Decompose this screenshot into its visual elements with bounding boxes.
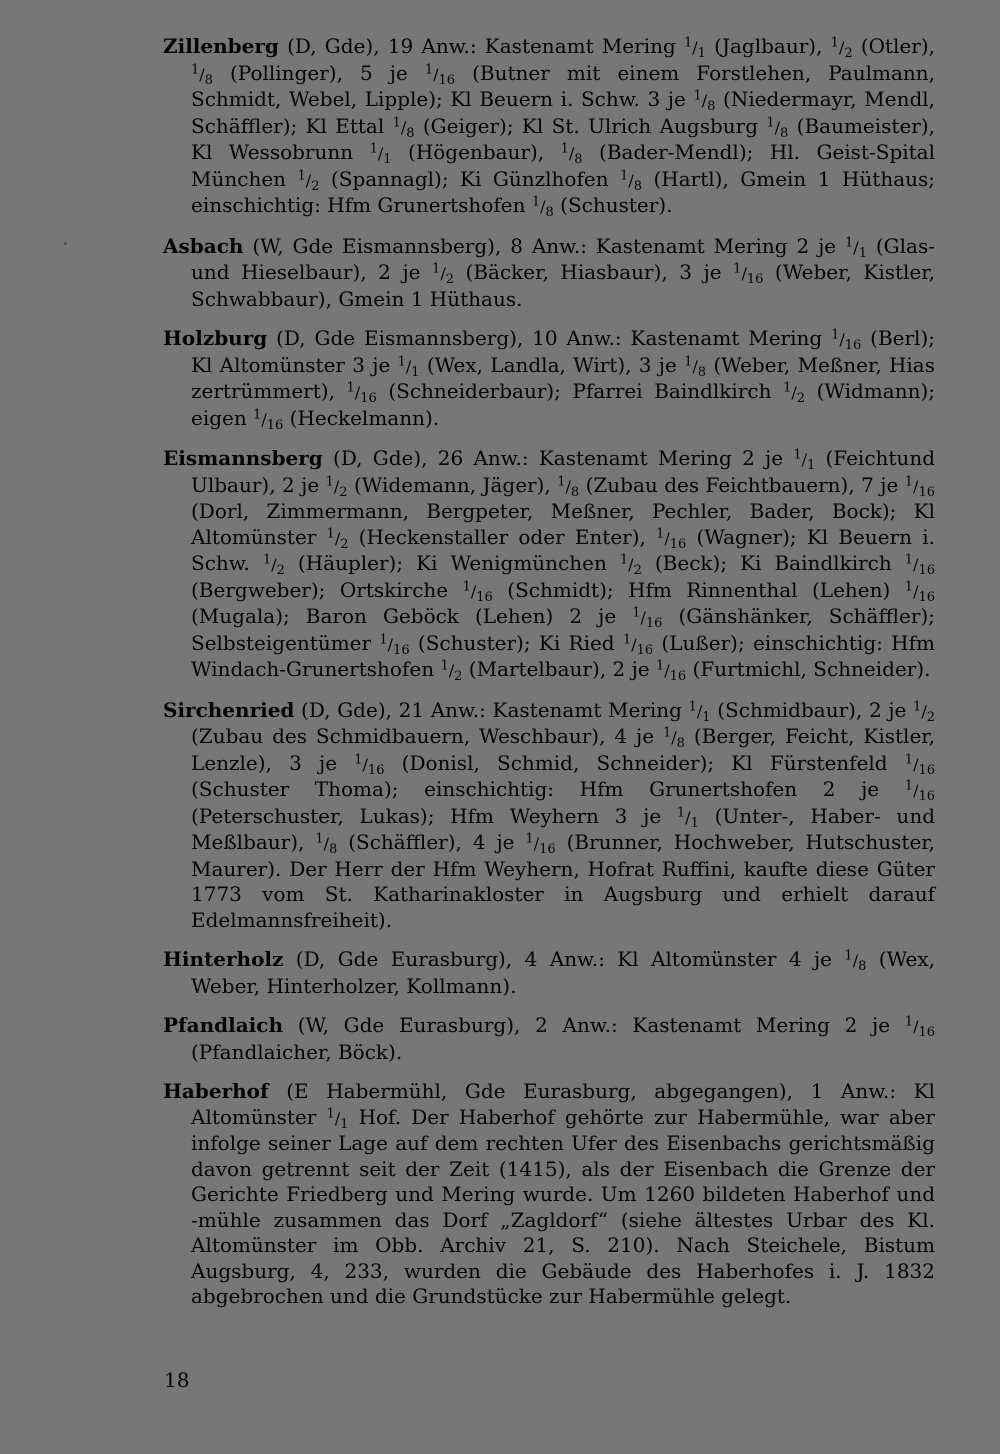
fraction bbox=[655, 658, 687, 685]
fraction bbox=[662, 725, 685, 752]
place-name: Holzburg bbox=[163, 326, 268, 350]
fraction-numerator: 1 bbox=[830, 35, 839, 51]
fraction-numerator: 1 bbox=[684, 35, 693, 51]
fraction-numerator: 1 bbox=[354, 752, 363, 768]
entry-text: (Glas- und Hieselbaur), 2 je bbox=[191, 233, 935, 284]
fraction-denominator: 8 bbox=[570, 484, 580, 500]
entry-text: (Gänshänker, Schäffler); Selbsteigentümer bbox=[191, 604, 935, 655]
fraction bbox=[326, 526, 349, 552]
fraction-denominator: 8 bbox=[574, 152, 583, 168]
fraction-slash: / bbox=[199, 64, 205, 84]
fraction-slash: / bbox=[631, 634, 637, 654]
place-entry bbox=[163, 1013, 935, 1065]
fraction-denominator: 2 bbox=[633, 563, 642, 579]
fraction-numerator: 1 bbox=[676, 805, 686, 821]
fraction-numerator: 1 bbox=[619, 552, 629, 568]
fraction-numerator: 1 bbox=[844, 948, 853, 964]
fraction bbox=[557, 474, 580, 500]
fraction-numerator: 1 bbox=[397, 354, 406, 370]
fraction-denominator: 1 bbox=[690, 815, 699, 831]
entry-text: (Zubau des Feichtbauern), 7 je bbox=[579, 472, 905, 497]
fraction-denominator: 16 bbox=[918, 1025, 935, 1041]
fraction bbox=[297, 168, 320, 194]
fraction-slash: / bbox=[685, 807, 691, 827]
fraction-numerator: 1 bbox=[656, 526, 665, 542]
entry-text: (D, Gde Eismannsberg), 10 Anw.: Kastenamt Mering bbox=[267, 326, 832, 350]
fraction bbox=[346, 380, 377, 407]
fraction-numerator: 1 bbox=[783, 380, 792, 396]
fraction-slash: / bbox=[261, 409, 267, 429]
fraction bbox=[684, 35, 706, 62]
place-name: Sirchenried bbox=[163, 697, 295, 722]
fraction-numerator: 1 bbox=[733, 261, 742, 277]
fraction-slash: / bbox=[913, 1017, 919, 1036]
fraction bbox=[676, 805, 699, 831]
fraction-numerator: 1 bbox=[392, 115, 401, 131]
fraction-slash: / bbox=[913, 781, 919, 800]
fraction-denominator: 16 bbox=[669, 536, 687, 552]
fraction bbox=[560, 141, 583, 168]
fraction-slash: / bbox=[664, 528, 670, 548]
fraction-slash: / bbox=[913, 555, 919, 574]
entry-text: (Jaglbaur), bbox=[705, 34, 831, 58]
fraction-numerator: 1 bbox=[693, 88, 702, 104]
entry-text: (Wagner); Kl Beuern i. Schw. bbox=[191, 524, 935, 575]
fraction-denominator: 16 bbox=[844, 338, 862, 354]
fraction-slash: / bbox=[913, 754, 919, 774]
fraction-slash: / bbox=[741, 264, 747, 283]
fraction-numerator: 1 bbox=[462, 579, 471, 595]
place-entry bbox=[163, 1079, 935, 1310]
entry-text: (Weber, Meßner, Hias zertrümmert), bbox=[191, 352, 935, 403]
fraction-slash: / bbox=[791, 383, 797, 402]
fraction-numerator: 1 bbox=[766, 115, 775, 131]
fraction-numerator: 1 bbox=[560, 141, 569, 157]
fraction-slash: / bbox=[533, 834, 540, 853]
entry-text: (Mugala); Baron Geböck (Lehen) 2 je bbox=[191, 604, 633, 628]
place-name: Haberhof bbox=[163, 1079, 269, 1103]
fraction-numerator: 1 bbox=[904, 552, 914, 568]
place-entry bbox=[163, 698, 935, 934]
fraction-slash: / bbox=[565, 476, 571, 496]
fraction-slash: / bbox=[387, 634, 394, 654]
entry-text: (Geiger); Kl St. Ulrich Augsburg bbox=[414, 113, 767, 138]
fraction-numerator: 1 bbox=[191, 62, 200, 78]
fraction-numerator: 1 bbox=[904, 474, 914, 490]
fraction-numerator: 1 bbox=[684, 354, 693, 370]
fraction-numerator: 1 bbox=[688, 699, 697, 715]
fraction-numerator: 1 bbox=[325, 474, 334, 490]
fraction bbox=[831, 327, 862, 354]
entry-text: (Widmann); eigen bbox=[191, 379, 935, 430]
entry-text: (Schneiderbaur); Pfarrei Baindlkirch bbox=[376, 379, 784, 403]
fraction bbox=[462, 579, 493, 605]
entry-text: (Pollinger), 5 je bbox=[212, 60, 425, 85]
fraction-slash: / bbox=[671, 728, 677, 747]
entry-text: (Donisl, Schmid, Schneider); Kl Fürstenfeld bbox=[384, 750, 905, 775]
entry-text: (Bergweber); Ortskirche bbox=[191, 577, 463, 602]
fraction-denominator: 2 bbox=[926, 709, 935, 725]
fraction-slash: / bbox=[921, 701, 927, 721]
fraction-denominator: 1 bbox=[411, 364, 420, 380]
fraction-denominator: 16 bbox=[918, 589, 935, 605]
fraction-denominator: 8 bbox=[676, 736, 685, 752]
fraction-slash: / bbox=[333, 476, 340, 496]
fraction-slash: / bbox=[913, 581, 919, 601]
entry-text: (Beck); Ki Baindlkirch bbox=[641, 551, 905, 575]
fraction-numerator: 1 bbox=[315, 831, 324, 847]
fraction bbox=[622, 632, 654, 658]
fraction bbox=[620, 168, 642, 194]
fraction-slash: / bbox=[852, 951, 859, 970]
fraction bbox=[325, 474, 348, 500]
fraction-numerator: 1 bbox=[845, 235, 854, 251]
fraction-numerator: 1 bbox=[557, 474, 566, 490]
entry-text: (Otler), bbox=[852, 34, 936, 58]
entry-text: (Schmidt); Hfm Rinnenthal (Lehen) bbox=[492, 577, 905, 602]
fraction-numerator: 1 bbox=[662, 725, 672, 741]
fraction-denominator: 16 bbox=[438, 72, 456, 88]
fraction-denominator: 8 bbox=[707, 99, 716, 115]
fraction bbox=[531, 194, 554, 221]
fraction bbox=[440, 658, 463, 685]
fraction bbox=[845, 235, 867, 261]
fraction-numerator: 1 bbox=[440, 658, 449, 674]
fraction-denominator: 1 bbox=[340, 1116, 349, 1132]
fraction bbox=[844, 948, 867, 975]
fraction bbox=[733, 261, 764, 288]
fraction-slash: / bbox=[433, 64, 439, 84]
fraction bbox=[326, 1106, 349, 1132]
fraction-denominator: 16 bbox=[645, 616, 663, 632]
entry-text: (Schäffler), 4 je bbox=[337, 830, 526, 854]
fraction-denominator: 16 bbox=[476, 589, 493, 605]
fraction-denominator: 8 bbox=[780, 125, 789, 141]
place-name: Pfandlaich bbox=[163, 1013, 283, 1037]
entry-text: (Unter-, Haber- und Meßlbaur), bbox=[191, 803, 936, 854]
fraction-slash: / bbox=[362, 754, 368, 774]
fraction bbox=[354, 752, 385, 778]
fraction bbox=[904, 579, 935, 605]
place-name: Hinterholz bbox=[163, 947, 284, 971]
place-entry bbox=[163, 34, 935, 220]
fraction-slash: / bbox=[664, 661, 670, 680]
entry-text: (Weber, Kistler, Schwabbaur), Gmein 1 Hüthaus. bbox=[191, 260, 935, 311]
entry-text: (Dorl, Zimmermann, Bergpeter, Meßner, Pechler, Bader, Bock); Kl Altomünster bbox=[191, 499, 935, 549]
place-entry bbox=[163, 947, 935, 999]
fraction-denominator: 1 bbox=[858, 245, 867, 261]
fraction-denominator: 2 bbox=[339, 484, 348, 500]
fraction bbox=[632, 605, 663, 632]
fraction-denominator: 2 bbox=[796, 391, 806, 407]
entry-text: (Bäcker, Hiasbaur), 3 je bbox=[453, 260, 734, 284]
fraction-slash: / bbox=[628, 170, 634, 190]
entry-text: (Furtmichl, Schneider). bbox=[686, 657, 931, 681]
scan-speck bbox=[64, 242, 67, 245]
entry-text: (Häupler); Ki Wenigmünchen bbox=[284, 551, 620, 575]
fraction-slash: / bbox=[853, 237, 859, 257]
fraction-numerator: 1 bbox=[655, 658, 665, 674]
fraction-slash: / bbox=[540, 197, 546, 216]
entry-text: (Spannagl); Ki Günzlhofen bbox=[319, 166, 621, 191]
fraction bbox=[684, 354, 707, 380]
place-name: Asbach bbox=[163, 233, 244, 258]
fraction bbox=[369, 141, 392, 168]
fraction-denominator: 1 bbox=[697, 46, 706, 62]
fraction-denominator: 16 bbox=[918, 789, 935, 805]
fraction bbox=[397, 354, 420, 380]
fraction-denominator: 16 bbox=[360, 391, 377, 407]
fraction-denominator: 1 bbox=[806, 458, 816, 474]
fraction bbox=[424, 62, 456, 88]
entry-text: (Berl); Kl Altomünster 3 je bbox=[191, 326, 935, 377]
fraction bbox=[379, 632, 410, 658]
fraction bbox=[432, 261, 454, 288]
entry-text: (Högenbaur), bbox=[391, 140, 561, 164]
fraction-numerator: 1 bbox=[326, 1106, 335, 1122]
fraction-slash: / bbox=[334, 528, 341, 548]
fraction bbox=[392, 115, 415, 141]
fraction-numerator: 1 bbox=[424, 62, 434, 78]
fraction-denominator: 16 bbox=[367, 762, 385, 778]
fraction bbox=[315, 831, 338, 858]
fraction-denominator: 8 bbox=[697, 364, 707, 380]
fraction-denominator: 16 bbox=[746, 272, 764, 288]
fraction-numerator: 1 bbox=[262, 552, 272, 568]
fraction-slash: / bbox=[696, 701, 703, 721]
fraction bbox=[793, 447, 816, 474]
fraction-denominator: 2 bbox=[844, 46, 853, 62]
entry-text: (Peterschuster, Lukas); Hfm Weyhern 3 je bbox=[191, 803, 677, 828]
fraction-slash: / bbox=[640, 608, 646, 627]
fraction-denominator: 2 bbox=[276, 563, 285, 579]
fraction-denominator: 16 bbox=[918, 563, 935, 579]
fraction-denominator: 8 bbox=[545, 205, 554, 221]
fraction bbox=[619, 552, 642, 579]
fraction-denominator: 1 bbox=[383, 152, 392, 168]
fraction-numerator: 1 bbox=[620, 168, 629, 184]
fraction-numerator: 1 bbox=[622, 632, 632, 648]
fraction-denominator: 2 bbox=[340, 536, 349, 552]
entry-text: (Wex, Weber, Hinterholzer, Kollmann). bbox=[191, 947, 935, 998]
fraction-denominator: 16 bbox=[669, 669, 687, 685]
fraction-slash: / bbox=[440, 264, 446, 283]
fraction-slash: / bbox=[334, 1108, 341, 1128]
fraction-numerator: 1 bbox=[632, 605, 641, 621]
fraction-denominator: 8 bbox=[329, 842, 338, 858]
fraction-denominator: 1 bbox=[702, 709, 711, 725]
fraction-slash: / bbox=[801, 450, 807, 469]
fraction-numerator: 1 bbox=[253, 407, 262, 423]
entry-text: (Heckelmann). bbox=[283, 405, 440, 430]
entry-text: (Hartl), Gmein 1 Hüthaus; einschichtig: Hfm Grunertshofen bbox=[191, 166, 936, 217]
fraction bbox=[904, 552, 935, 579]
fraction-denominator: 16 bbox=[539, 842, 556, 858]
fraction-denominator: 8 bbox=[406, 125, 415, 141]
entry-text: (W, Gde Eismannsberg), 8 Anw.: Kastenamt Mering 2 je bbox=[243, 233, 846, 258]
fraction-slash: / bbox=[692, 38, 698, 57]
entry-text: (Baumeister), Kl Wessobrunn bbox=[191, 113, 936, 164]
page-number: 18 bbox=[164, 1368, 190, 1392]
place-entry bbox=[163, 326, 935, 432]
entry-text: (Brunner, Hochweber, Hutschuster, Maurer). Der Herr der Hfm Weyhern, Hofrat Ruffini, kaufte diese Güter 1773 vom St. Katharinakloster in Augsburg und erhielt darauf Edelmannsfreiheit). bbox=[191, 830, 935, 932]
fraction bbox=[656, 526, 687, 552]
fraction-slash: / bbox=[701, 91, 708, 110]
fraction bbox=[525, 831, 556, 858]
place-name: Eismannsberg bbox=[163, 446, 323, 470]
entry-text: (Berger, Feicht, Kistler, Lenzle), 3 je bbox=[191, 724, 936, 775]
entry-text: (Pfandlaicher, Böck). bbox=[191, 1039, 403, 1064]
fraction-denominator: 16 bbox=[393, 642, 410, 658]
fraction-numerator: 1 bbox=[904, 1014, 914, 1030]
place-entry bbox=[163, 446, 935, 684]
fraction-slash: / bbox=[448, 661, 455, 680]
fraction-denominator: 2 bbox=[454, 669, 463, 685]
fraction-denominator: 8 bbox=[204, 72, 213, 88]
fraction-numerator: 1 bbox=[793, 447, 802, 463]
fraction-denominator: 8 bbox=[633, 178, 642, 194]
fraction bbox=[904, 1014, 935, 1041]
fraction bbox=[904, 778, 935, 805]
fraction-slash: / bbox=[400, 117, 407, 137]
fraction-numerator: 1 bbox=[297, 168, 306, 184]
fraction bbox=[766, 115, 789, 141]
fraction-denominator: 2 bbox=[311, 178, 320, 194]
entry-text: (D, Gde), 21 Anw.: Kastenamt Mering bbox=[294, 697, 689, 722]
fraction-numerator: 1 bbox=[346, 380, 355, 396]
entry-text: (W, Gde Eurasburg), 2 Anw.: Kastenamt Mering 2 je bbox=[283, 1013, 905, 1037]
entry-text: (Schmidbaur), 2 je bbox=[710, 697, 914, 722]
entry-text: (Martelbaur), 2 je bbox=[462, 657, 656, 681]
fraction-numerator: 1 bbox=[913, 699, 922, 715]
entry-text: (Heckenstaller oder Enter), bbox=[348, 524, 657, 549]
fraction bbox=[783, 380, 806, 407]
fraction-numerator: 1 bbox=[525, 831, 534, 847]
fraction-slash: / bbox=[774, 117, 781, 137]
entry-list bbox=[163, 34, 935, 1324]
fraction-denominator: 16 bbox=[918, 484, 935, 500]
fraction bbox=[688, 699, 711, 725]
fraction bbox=[904, 752, 936, 778]
fraction-slash: / bbox=[628, 555, 634, 574]
fraction-denominator: 16 bbox=[266, 417, 284, 433]
fraction-slash: / bbox=[405, 356, 412, 376]
fraction-denominator: 16 bbox=[636, 642, 654, 658]
entry-text: Hof. Der Haberhof gehörte zur Habermühle, war aber infolge seiner Lage auf dem rechten Ufer des Eisenbachs gerichtsmäßig davon getrennt seit der Zeit (1415), als der Eisenbach die Grenze der Gerichte Friedberg und Mering wurde. Um 1260 bildeten Haberhof und -mühle zusammen das Dorf „Zagldorf“ (siehe ältestes Urbar des Kl. Altomünster im Obb. Archiv 21, S. 210). Nach Steichele, Bistum Augsburg, 4, 233, wurden die Gebäude des Haberhofes i. J. 1832 abgebrochen und die Grundstücke zur Habermühle gelegt. bbox=[191, 1104, 935, 1308]
fraction-slash: / bbox=[354, 383, 361, 402]
fraction-slash: / bbox=[271, 555, 277, 574]
fraction-numerator: 1 bbox=[531, 194, 541, 210]
fraction bbox=[693, 88, 716, 115]
fraction-numerator: 1 bbox=[369, 141, 378, 157]
fraction-slash: / bbox=[913, 476, 919, 496]
fraction bbox=[253, 407, 284, 433]
entry-text: (D, Gde), 19 Anw.: Kastenamt Mering bbox=[278, 34, 684, 58]
place-name: Zillenberg bbox=[163, 34, 279, 58]
fraction-slash: / bbox=[470, 581, 477, 601]
fraction-slash: / bbox=[305, 170, 312, 190]
fraction-numerator: 1 bbox=[904, 778, 914, 794]
place-entry bbox=[163, 234, 935, 313]
entry-text: (Bader-Mendl); Hl. Geist-Spital München bbox=[191, 140, 936, 191]
fraction-slash: / bbox=[838, 38, 845, 57]
entry-text: (Butner mit einem Forstlehen, Paulmann, Schmidt, Webel, Lipple); Kl Beuern i. Schw. 3 je bbox=[191, 60, 935, 111]
entry-text: (Feichtund Ulbaur), 2 je bbox=[191, 446, 936, 497]
entry-text: (Zubau des Schmidbauern, Weschbaur), 4 je bbox=[191, 724, 663, 748]
fraction-numerator: 1 bbox=[326, 526, 335, 542]
fraction-slash: / bbox=[568, 144, 575, 163]
fraction-denominator: 2 bbox=[445, 272, 454, 288]
fraction-numerator: 1 bbox=[432, 261, 441, 277]
fraction bbox=[830, 35, 853, 62]
fraction-numerator: 1 bbox=[831, 327, 840, 343]
entry-text: (Schuster). bbox=[553, 193, 673, 217]
fraction-numerator: 1 bbox=[379, 632, 388, 648]
fraction bbox=[904, 474, 935, 500]
entry-text: (Schuster Thoma); einschichtig: Hfm Grunertshofen 2 je bbox=[191, 777, 905, 801]
fraction-slash: / bbox=[692, 356, 698, 376]
fraction-slash: / bbox=[377, 144, 384, 163]
entry-text: (Schuster); Ki Ried bbox=[409, 630, 623, 655]
entry-text: (Wex, Landla, Wirt), 3 je bbox=[419, 352, 685, 377]
entry-text: (Niedermayr, Mendl, Schäffler); Kl Ettal bbox=[191, 87, 936, 138]
fraction-numerator: 1 bbox=[904, 752, 914, 768]
fraction-slash: / bbox=[323, 834, 329, 853]
fraction bbox=[262, 552, 285, 579]
entry-text: (D, Gde Eurasburg), 4 Anw.: Kl Altomünster 4 je bbox=[283, 947, 845, 971]
fraction-numerator: 1 bbox=[904, 579, 914, 595]
entry-text: (Widemann, Jäger), bbox=[347, 472, 558, 497]
fraction bbox=[913, 699, 935, 725]
fraction-denominator: 8 bbox=[858, 959, 867, 975]
entry-text: (E Habermühl, Gde Eurasburg, abgegangen), 1 Anw.: Kl Altomünster bbox=[191, 1079, 935, 1129]
fraction bbox=[191, 62, 213, 88]
entry-text: (D, Gde), 26 Anw.: Kastenamt Mering 2 je bbox=[322, 446, 794, 470]
fraction-slash: / bbox=[839, 330, 845, 349]
fraction-denominator: 16 bbox=[918, 762, 936, 778]
entry-text: (Lußer); einschichtig: Hfm Windach-Grunertshofen bbox=[191, 630, 935, 681]
